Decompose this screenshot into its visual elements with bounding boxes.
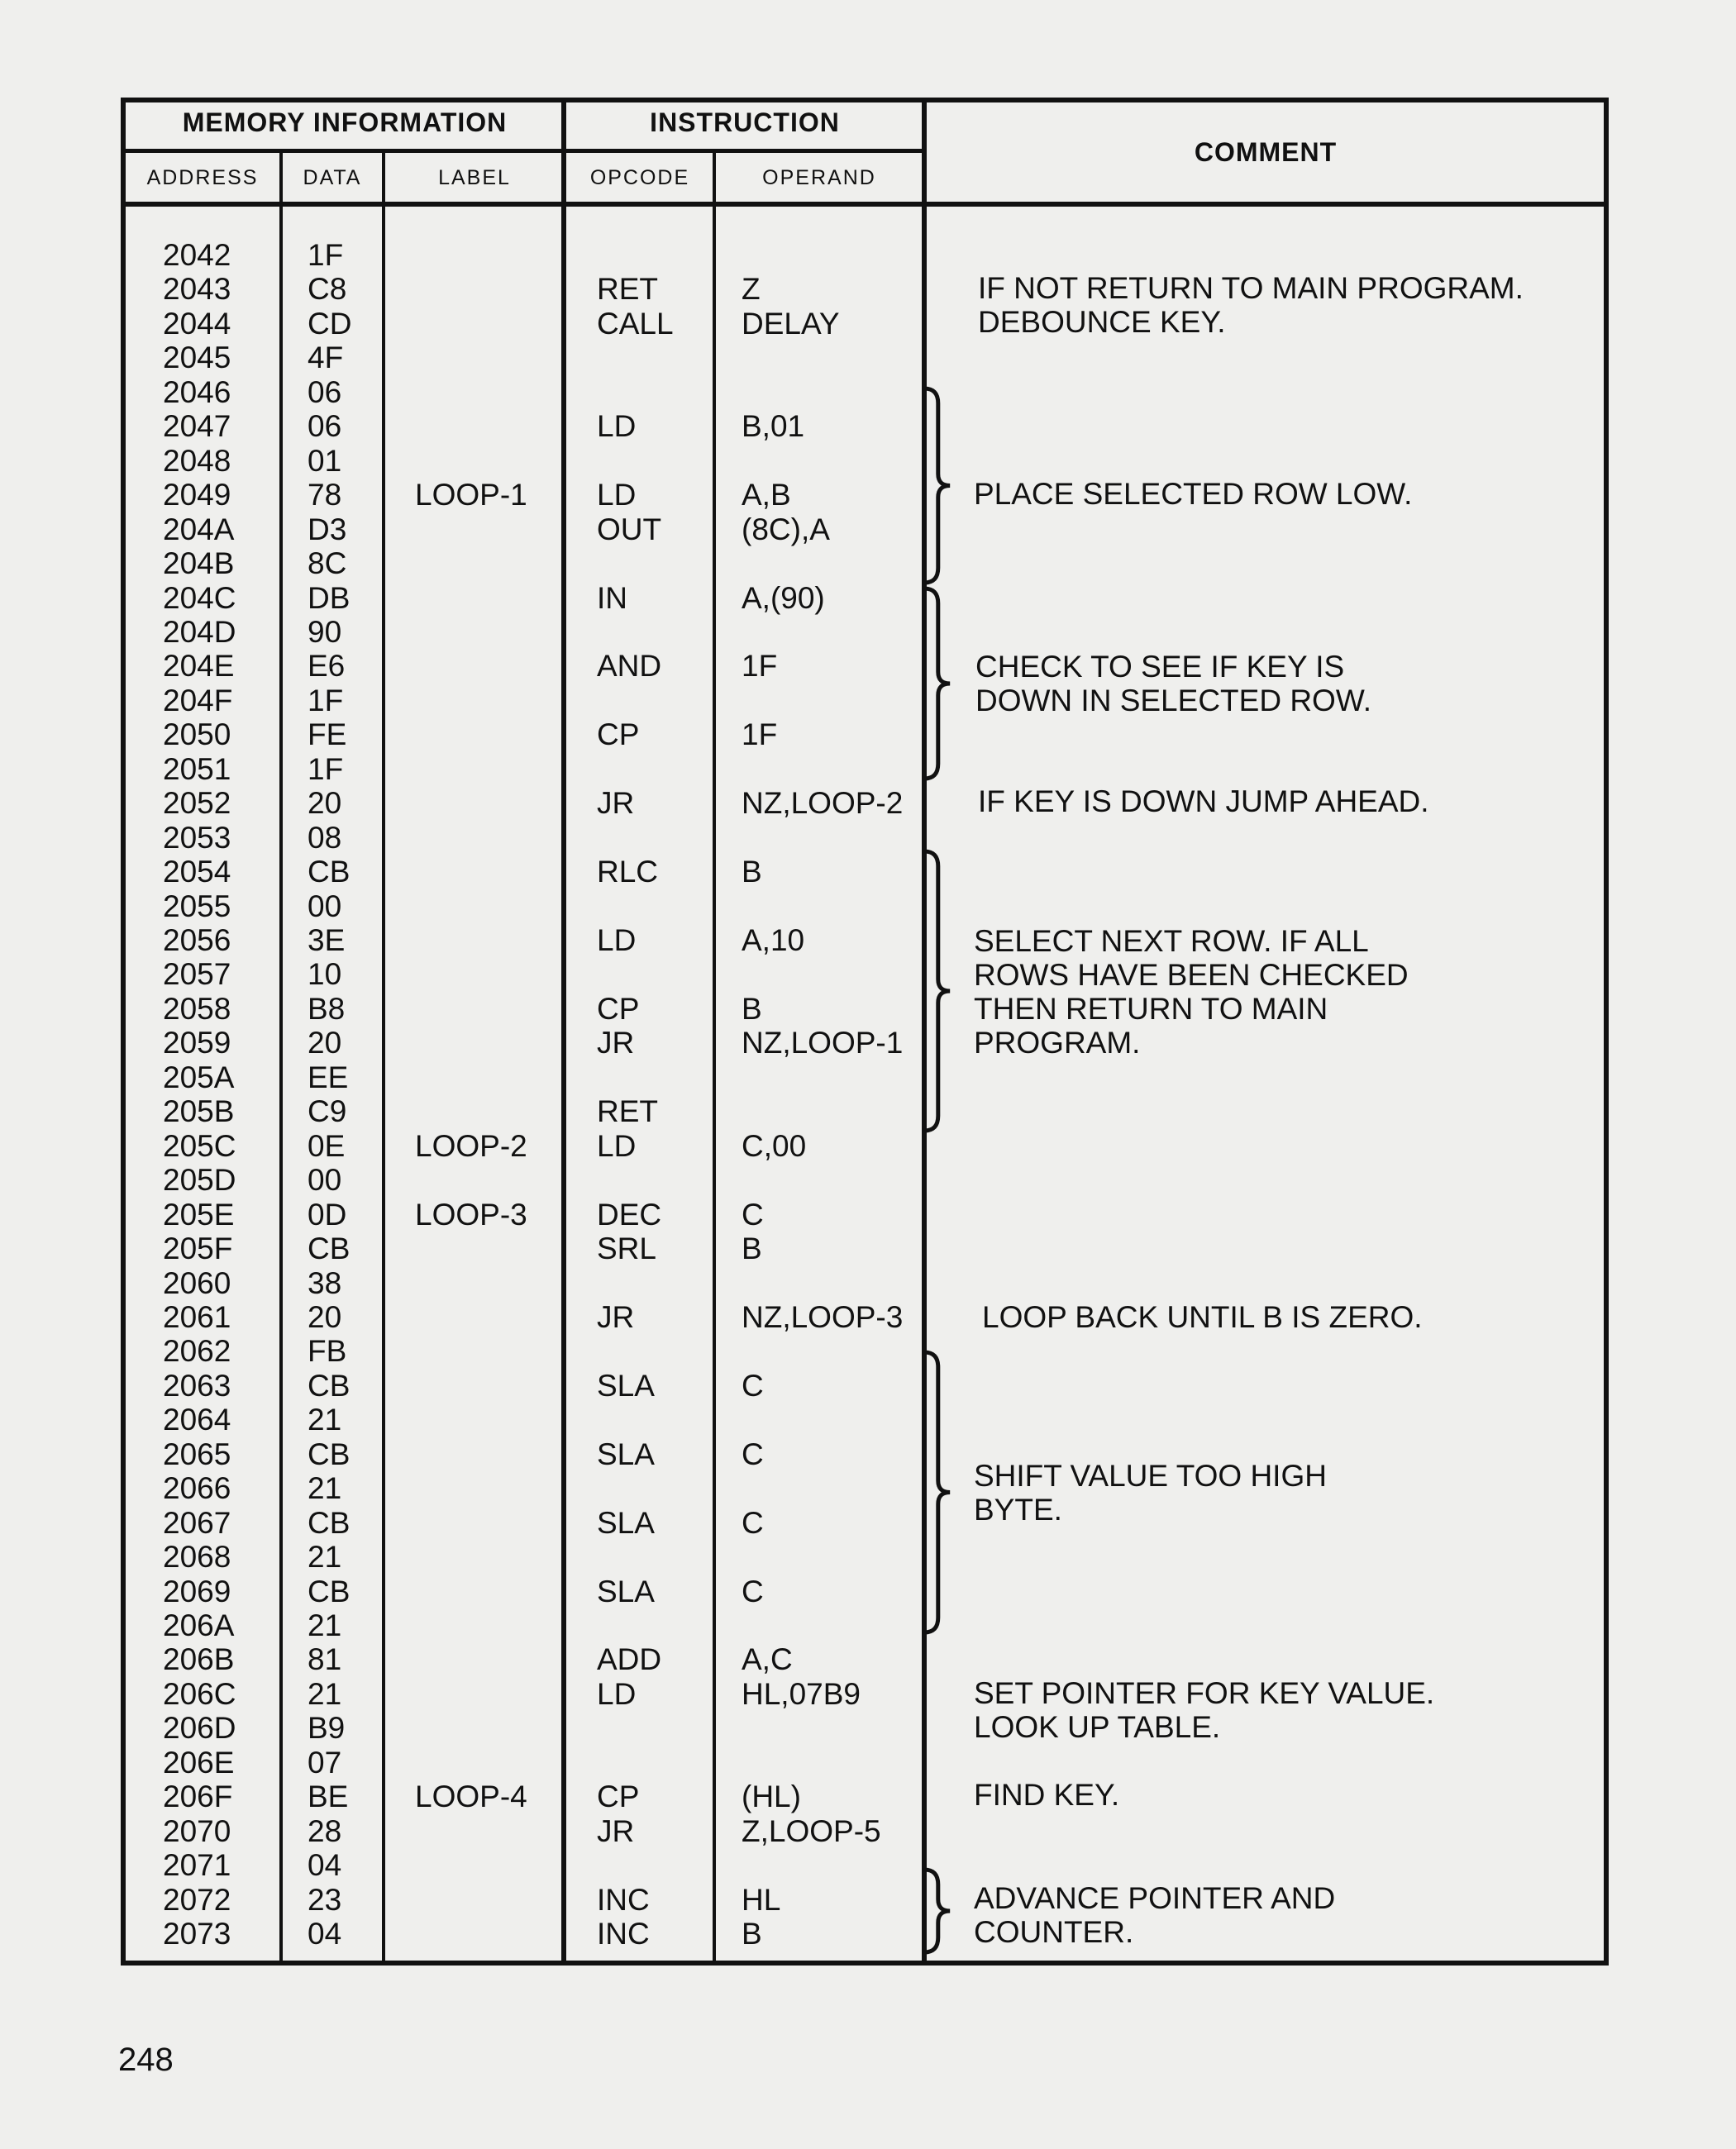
data-cell: 07: [308, 1745, 342, 1780]
address-cell: 2066: [163, 1471, 231, 1506]
data-cell: C8: [308, 272, 347, 307]
address-cell: 2042: [163, 238, 231, 272]
opcode-cell: SLA: [597, 1368, 655, 1403]
address-cell: 2053: [163, 820, 231, 855]
data-cell: D3: [308, 512, 347, 546]
divider-opcode-operand: [713, 152, 716, 1966]
brace-icon: [924, 851, 950, 1131]
label-cell: LOOP-4: [415, 1780, 527, 1814]
operand-cell: HL,07B9: [742, 1676, 861, 1711]
data-cell: CB: [308, 1574, 351, 1608]
operand-cell: B,01: [742, 409, 805, 444]
data-cell: 21: [308, 1608, 342, 1642]
opcode-cell: CP: [597, 991, 640, 1026]
data-cell: 28: [308, 1813, 342, 1848]
divider-memory-instruction: [561, 98, 566, 1966]
header-group-divider: [121, 149, 924, 153]
address-cell: 2048: [163, 443, 231, 478]
comment-line: BYTE.: [974, 1493, 1062, 1527]
operand-cell: Z: [742, 272, 761, 307]
data-cell: B9: [308, 1711, 346, 1746]
address-cell: 205C: [163, 1128, 236, 1163]
opcode-cell: RET: [597, 272, 658, 307]
operand-cell: NZ,LOOP-1: [742, 1026, 904, 1060]
address-cell: 2068: [163, 1540, 231, 1575]
address-cell: 2060: [163, 1265, 231, 1300]
opcode-cell: INC: [597, 1882, 650, 1917]
label-cell: LOOP-1: [415, 478, 527, 512]
data-cell: 20: [308, 1026, 342, 1060]
address-cell: 2051: [163, 751, 231, 786]
opcode-cell: JR: [597, 786, 635, 821]
operand-cell: C: [742, 1505, 764, 1540]
comment-line: FIND KEY.: [974, 1778, 1120, 1812]
address-cell: 2069: [163, 1574, 231, 1608]
data-cell: 21: [308, 1676, 342, 1711]
data-cell: 06: [308, 374, 342, 409]
operand-cell: A,B: [742, 478, 791, 512]
operand-cell: B: [742, 855, 762, 889]
address-cell: 2070: [163, 1813, 231, 1848]
address-cell: 206A: [163, 1608, 235, 1642]
data-cell: 00: [308, 889, 342, 923]
address-cell: 205E: [163, 1197, 235, 1232]
label-cell: LOOP-2: [415, 1128, 527, 1163]
address-cell: 205F: [163, 1232, 233, 1266]
operand-cell: B: [742, 1917, 762, 1951]
address-cell: 2071: [163, 1848, 231, 1883]
operand-cell: NZ,LOOP-3: [742, 1299, 904, 1334]
comment-line: DEBOUNCE KEY.: [978, 305, 1226, 339]
address-cell: 206D: [163, 1711, 236, 1746]
data-cell: 00: [308, 1163, 342, 1198]
address-cell: 206E: [163, 1745, 235, 1780]
data-cell: 10: [308, 957, 342, 992]
data-cell: CB: [308, 1368, 351, 1403]
comment-line: CHECK TO SEE IF KEY IS: [975, 650, 1345, 684]
header-memory-information: MEMORY INFORMATION: [182, 107, 508, 137]
data-cell: FE: [308, 717, 347, 752]
data-cell: 20: [308, 1299, 342, 1334]
address-cell: 2067: [163, 1505, 231, 1540]
data-cell: 04: [308, 1917, 342, 1951]
address-cell: 206F: [163, 1780, 233, 1814]
opcode-cell: ADD: [597, 1642, 662, 1677]
address-cell: 204F: [163, 683, 233, 717]
address-cell: 205B: [163, 1094, 235, 1129]
comment-line: ADVANCE POINTER AND: [974, 1881, 1336, 1915]
address-cell: 2054: [163, 855, 231, 889]
data-cell: 21: [308, 1471, 342, 1506]
data-cell: 90: [308, 614, 342, 649]
opcode-cell: INC: [597, 1917, 650, 1951]
header-bottom-rule: [121, 202, 1609, 207]
comment-line: IF KEY IS DOWN JUMP AHEAD.: [978, 784, 1429, 818]
operand-cell: Z,LOOP-5: [742, 1813, 881, 1848]
data-cell: BE: [308, 1780, 349, 1814]
data-cell: EE: [308, 1060, 349, 1094]
data-cell: 08: [308, 820, 342, 855]
address-cell: 2049: [163, 478, 231, 512]
address-cell: 2073: [163, 1917, 231, 1951]
operand-cell: C: [742, 1368, 764, 1403]
comment-line: SHIFT VALUE TOO HIGH: [974, 1459, 1327, 1493]
address-cell: 2058: [163, 991, 231, 1026]
opcode-cell: LD: [597, 478, 637, 512]
address-cell: 204C: [163, 580, 236, 615]
page-number: 248: [118, 2042, 174, 2078]
address-cell: 2052: [163, 786, 231, 821]
data-cell: DB: [308, 580, 351, 615]
data-cell: 1F: [308, 683, 344, 717]
operand-cell: (8C),A: [742, 512, 830, 546]
comment-line: IF NOT RETURN TO MAIN PROGRAM.: [978, 271, 1524, 305]
operand-cell: C,00: [742, 1128, 807, 1163]
operand-cell: NZ,LOOP-2: [742, 786, 904, 821]
data-cell: 78: [308, 478, 342, 512]
opcode-cell: JR: [597, 1813, 635, 1848]
data-cell: 81: [308, 1642, 342, 1677]
address-cell: 2050: [163, 717, 231, 752]
opcode-cell: CALL: [597, 306, 674, 341]
data-cell: CD: [308, 306, 352, 341]
address-cell: 2044: [163, 306, 231, 341]
operand-cell: A,C: [742, 1642, 793, 1677]
header-data: DATA: [303, 166, 362, 189]
comment-line: LOOP BACK UNTIL B IS ZERO.: [982, 1300, 1423, 1334]
data-cell: 1F: [308, 751, 344, 786]
header-opcode: OPCODE: [589, 166, 690, 189]
operand-cell: C: [742, 1574, 764, 1608]
data-cell: CB: [308, 1505, 351, 1540]
divider-instruction-comment: [922, 98, 927, 1966]
opcode-cell: LD: [597, 923, 637, 957]
address-cell: 2063: [163, 1368, 231, 1403]
address-cell: 2064: [163, 1403, 231, 1437]
opcode-cell: DEC: [597, 1197, 662, 1232]
data-cell: CB: [308, 1437, 351, 1471]
operand-cell: B: [742, 1232, 762, 1266]
address-cell: 204E: [163, 649, 235, 684]
opcode-cell: RET: [597, 1094, 658, 1129]
comment-line: SELECT NEXT ROW. IF ALL: [974, 924, 1369, 958]
comment-line: LOOK UP TABLE.: [974, 1710, 1221, 1744]
data-cell: 23: [308, 1882, 342, 1917]
operand-cell: HL: [742, 1882, 781, 1917]
address-cell: 205D: [163, 1163, 236, 1198]
opcode-cell: SLA: [597, 1574, 655, 1608]
opcode-cell: SRL: [597, 1232, 656, 1266]
address-cell: 2055: [163, 889, 231, 923]
brace-icon: [924, 1352, 950, 1632]
opcode-cell: SLA: [597, 1437, 655, 1471]
data-cell: CB: [308, 855, 351, 889]
operand-cell: 1F: [742, 717, 778, 752]
brace-icon: [924, 388, 950, 583]
header-label: LABEL: [438, 166, 511, 189]
address-cell: 204A: [163, 512, 235, 546]
opcode-cell: AND: [597, 649, 662, 684]
data-cell: 3E: [308, 923, 346, 957]
data-cell: 21: [308, 1540, 342, 1575]
operand-cell: DELAY: [742, 306, 840, 341]
operand-cell: (HL): [742, 1780, 801, 1814]
address-cell: 2062: [163, 1334, 231, 1369]
operand-cell: 1F: [742, 649, 778, 684]
address-cell: 2043: [163, 272, 231, 307]
opcode-cell: IN: [597, 580, 627, 615]
address-cell: 2056: [163, 923, 231, 957]
address-cell: 2046: [163, 374, 231, 409]
address-cell: 2065: [163, 1437, 231, 1471]
data-cell: 0D: [308, 1197, 347, 1232]
address-cell: 2072: [163, 1882, 231, 1917]
comment-line: PROGRAM.: [974, 1026, 1141, 1060]
opcode-cell: SLA: [597, 1505, 655, 1540]
divider-data-label: [382, 152, 385, 1966]
address-cell: 2045: [163, 341, 231, 375]
opcode-cell: JR: [597, 1299, 635, 1334]
address-cell: 206C: [163, 1676, 236, 1711]
header-operand: OPERAND: [762, 166, 876, 189]
comment-line: COUNTER.: [974, 1915, 1134, 1949]
data-cell: 21: [308, 1403, 342, 1437]
label-cell: LOOP-3: [415, 1197, 527, 1232]
comment-line: DOWN IN SELECTED ROW.: [975, 684, 1371, 717]
address-cell: 2047: [163, 409, 231, 444]
data-cell: C9: [308, 1094, 347, 1129]
data-cell: 20: [308, 786, 342, 821]
address-cell: 2059: [163, 1026, 231, 1060]
comment-line: ROWS HAVE BEEN CHECKED: [974, 958, 1409, 992]
data-cell: E6: [308, 649, 346, 684]
brace-icon: [924, 1870, 950, 1952]
header-instruction: INSTRUCTION: [650, 107, 840, 137]
opcode-cell: LD: [597, 1128, 637, 1163]
data-cell: 8C: [308, 546, 347, 581]
opcode-cell: RLC: [597, 855, 659, 889]
address-cell: 206B: [163, 1642, 235, 1677]
operand-cell: A,10: [742, 923, 805, 957]
data-cell: 04: [308, 1848, 342, 1883]
address-cell: 2057: [163, 957, 231, 992]
opcode-cell: CP: [597, 1780, 640, 1814]
comment-line: SET POINTER FOR KEY VALUE.: [974, 1676, 1435, 1710]
address-cell: 2061: [163, 1299, 231, 1334]
data-cell: FB: [308, 1334, 347, 1369]
operand-cell: B: [742, 991, 762, 1026]
data-cell: B8: [308, 991, 346, 1026]
opcode-cell: LD: [597, 1676, 637, 1711]
address-cell: 205A: [163, 1060, 235, 1094]
comment-line: THEN RETURN TO MAIN: [974, 992, 1328, 1026]
brace-icon: [924, 588, 950, 779]
opcode-cell: OUT: [597, 512, 662, 546]
divider-address-data: [279, 152, 283, 1966]
address-cell: 204D: [163, 614, 236, 649]
data-cell: CB: [308, 1232, 351, 1266]
opcode-cell: LD: [597, 409, 637, 444]
operand-cell: A,(90): [742, 580, 825, 615]
data-cell: 01: [308, 443, 342, 478]
data-cell: 38: [308, 1265, 342, 1300]
comment-line: PLACE SELECTED ROW LOW.: [974, 477, 1413, 511]
opcode-cell: JR: [597, 1026, 635, 1060]
data-cell: 1F: [308, 238, 344, 272]
address-cell: 204B: [163, 546, 235, 581]
operand-cell: C: [742, 1197, 764, 1232]
data-cell: 06: [308, 409, 342, 444]
opcode-cell: CP: [597, 717, 640, 752]
data-cell: 4F: [308, 341, 344, 375]
operand-cell: C: [742, 1437, 764, 1471]
header-address: ADDRESS: [146, 166, 259, 189]
header-comment: COMMENT: [1194, 137, 1338, 167]
data-cell: 0E: [308, 1128, 346, 1163]
